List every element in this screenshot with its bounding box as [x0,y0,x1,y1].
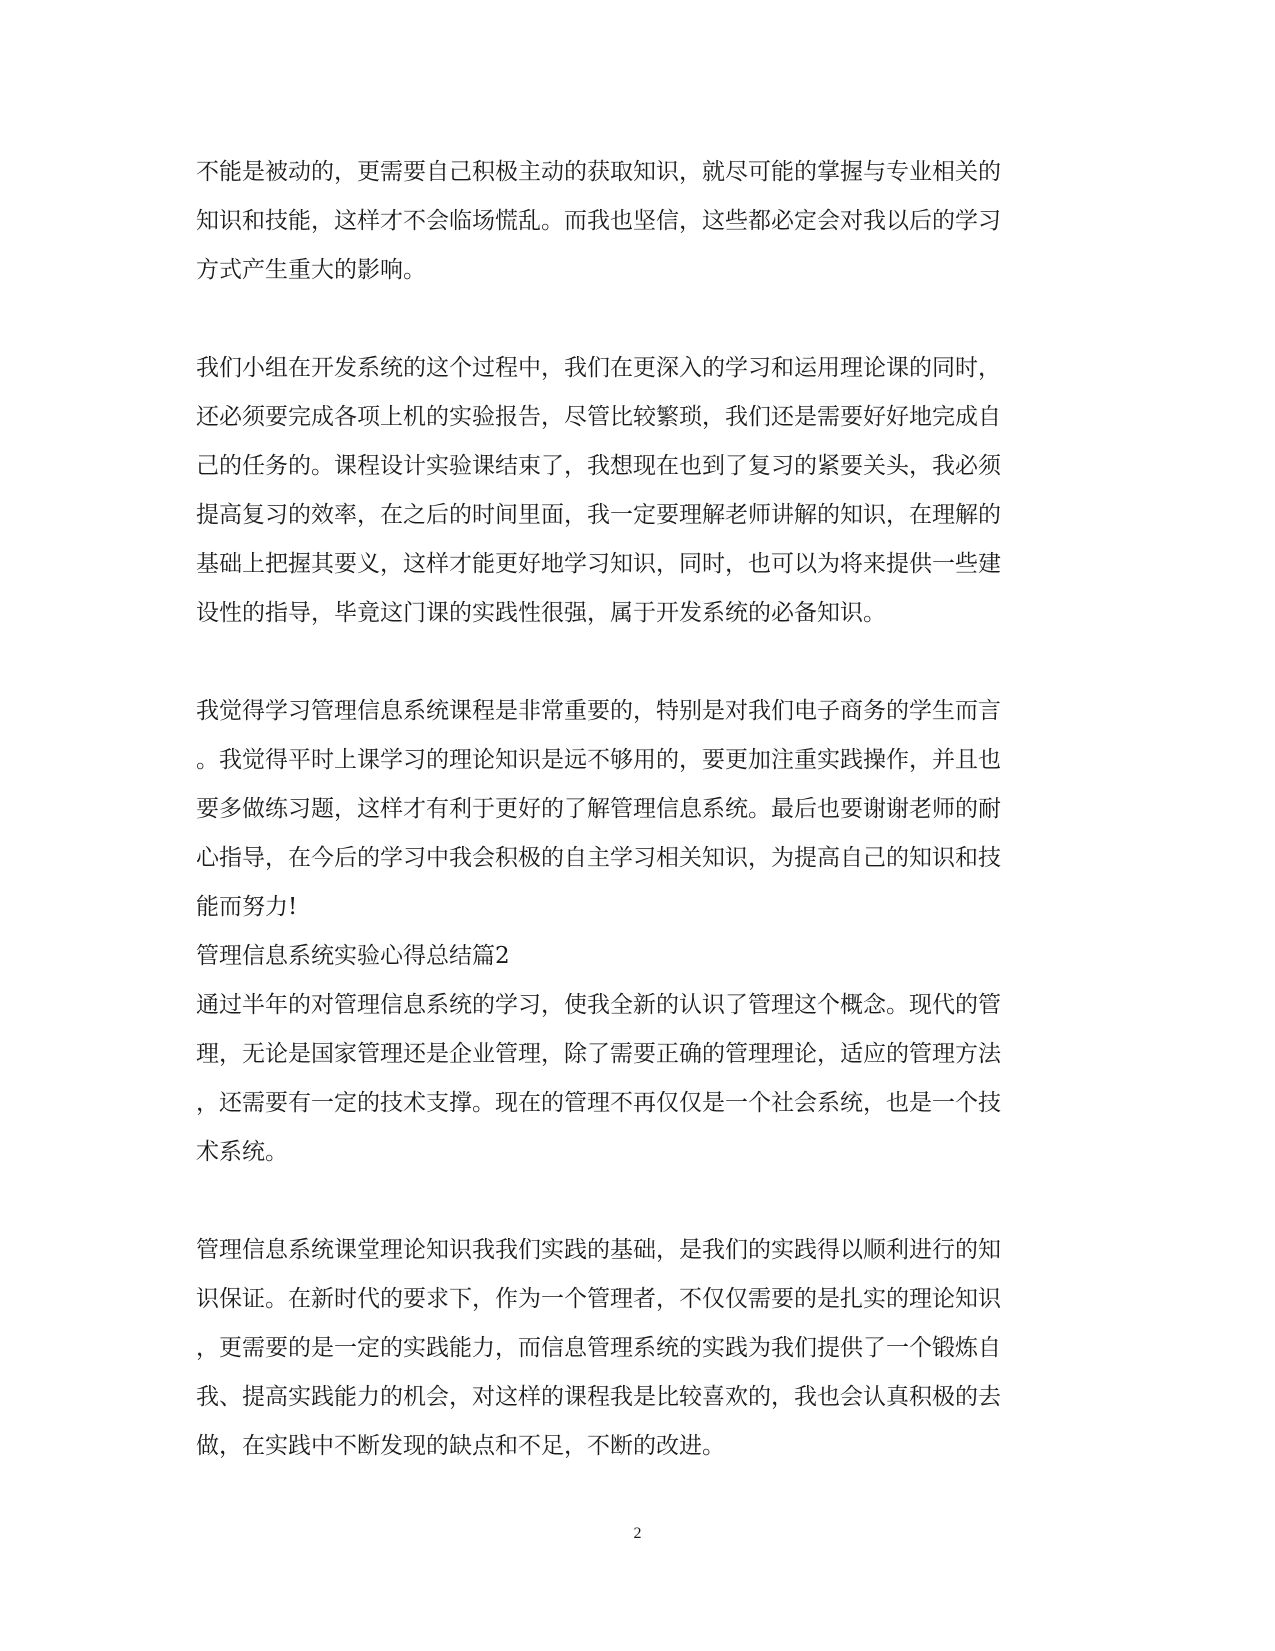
text-line: 术系统。 [196,1139,288,1165]
text-line: 己的任务的。课程设计实验课结束了，我想现在也到了复习的紧要关头，我必须 [196,453,1001,479]
text-line: 方式产生重大的影响。 [196,257,426,283]
paragraph-spacer [196,638,1076,687]
text-line: 做，在实践中不断发现的缺点和不足，不断的改进。 [196,1433,725,1459]
text-line: 提高复习的效率，在之后的时间里面，我一定要理解老师讲解的知识，在理解的 [196,502,1001,528]
text-line: 要多做练习题，这样才有利于更好的了解管理信息系统。最后也要谢谢老师的耐 [196,796,1001,822]
text-line: 管理信息系统课堂理论知识我我们实践的基础，是我们的实践得以顺利进行的知 [196,1237,1001,1263]
text-line: 设性的指导，毕竟这门课的实践性很强，属于开发系统的必备知识。 [196,600,886,626]
text-line: 识保证。在新时代的要求下，作为一个管理者，不仅仅需要的是扎实的理论知识 [196,1286,1001,1312]
text-line: 我、提高实践能力的机会，对这样的课程我是比较喜欢的，我也会认真积极的去 [196,1384,1001,1410]
text-line: 理，无论是国家管理还是企业管理，除了需要正确的管理理论，适应的管理方法 [196,1041,1001,1067]
document-body [196,148,1076,1471]
paragraph-1 [196,148,1076,295]
text-line: 不能是被动的，更需要自己积极主动的获取知识，就尽可能的掌握与专业相关的 [196,159,1001,185]
section-heading: 管理信息系统实验心得总结篇2 [196,943,510,969]
text-line: 能而努力! [196,894,298,920]
text-line: 我们小组在开发系统的这个过程中，我们在更深入的学习和运用理论课的同时， [196,355,1001,381]
text-line: 通过半年的对管理信息系统的学习，使我全新的认识了管理这个概念。现代的管 [196,992,1001,1018]
text-line: 心指导，在今后的学习中我会积极的自主学习相关知识，为提高自己的知识和技 [196,845,1001,871]
page-number: 2 [633,1525,642,1542]
paragraph-5 [196,1226,1076,1471]
text-line: 基础上把握其要义，这样才能更好地学习知识，同时，也可以为将来提供一些建 [196,551,1001,577]
text-line: ，还需要有一定的技术支撑。现在的管理不再仅仅是一个社会系统，也是一个技 [196,1090,1001,1116]
text-line: 还必须要完成各项上机的实验报告，尽管比较繁琐，我们还是需要好好地完成自 [196,404,1001,430]
paragraph-4 [196,981,1076,1177]
text-line: 我觉得学习管理信息系统课程是非常重要的，特别是对我们电子商务的学生而言 [196,698,1001,724]
paragraph-spacer [196,1177,1076,1226]
paragraph-2 [196,344,1076,638]
text-line: ，更需要的是一定的实践能力，而信息管理系统的实践为我们提供了一个锻炼自 [196,1335,1001,1361]
paragraph-spacer [196,295,1076,344]
text-line: 。我觉得平时上课学习的理论知识是远不够用的，要更加注重实践操作，并且也 [196,747,1001,773]
text-line: 知识和技能，这样才不会临场慌乱。而我也坚信，这些都必定会对我以后的学习 [196,208,1001,234]
paragraph-3 [196,687,1076,932]
